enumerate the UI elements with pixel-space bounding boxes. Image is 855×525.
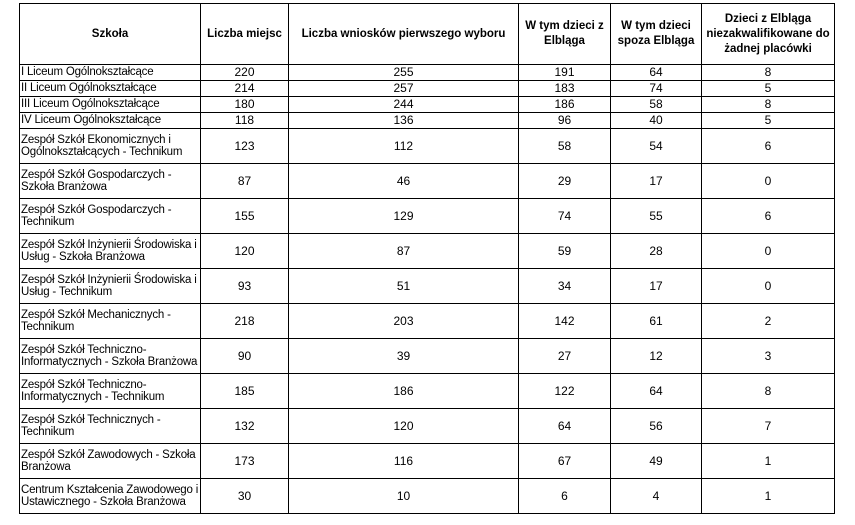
from-elblag-cell: 96 <box>519 113 611 129</box>
applications-cell: 116 <box>289 444 519 479</box>
applications-cell: 244 <box>289 97 519 113</box>
from-elblag-cell: 186 <box>519 97 611 113</box>
from-elblag-cell: 64 <box>519 409 611 444</box>
applications-cell: 51 <box>289 269 519 304</box>
unqualified-cell: 0 <box>702 164 835 199</box>
outside-elblag-cell: 55 <box>611 199 702 234</box>
table-row <box>20 129 835 164</box>
unqualified-cell: 2 <box>702 304 835 339</box>
school-name: IV Liceum Ogólnokształcące <box>20 113 201 129</box>
unqualified-cell: 1 <box>702 479 835 514</box>
applications-cell: 112 <box>289 129 519 164</box>
applications-cell: 120 <box>289 409 519 444</box>
header-children-outside-elblag: W tym dzieci spoza Elbląga <box>611 4 702 65</box>
unqualified-cell: 1 <box>702 444 835 479</box>
unqualified-cell: 6 <box>702 129 835 164</box>
table-row <box>20 234 835 269</box>
places-cell: 218 <box>201 304 289 339</box>
outside-elblag-cell: 17 <box>611 164 702 199</box>
applications-cell: 203 <box>289 304 519 339</box>
from-elblag-cell: 74 <box>519 199 611 234</box>
school-name: Zespół Szkół Zawodowych - Szkoła Branżowa <box>20 444 201 479</box>
places-cell: 93 <box>201 269 289 304</box>
school-name: II Liceum Ogólnokształcące <box>20 81 201 97</box>
applications-cell: 136 <box>289 113 519 129</box>
table-row <box>20 444 835 479</box>
table-row <box>20 339 835 374</box>
unqualified-cell: 7 <box>702 409 835 444</box>
recruitment-table-container <box>19 3 835 514</box>
school-name: Zespół Szkół Mechanicznych - Technikum <box>20 304 201 339</box>
places-cell: 220 <box>201 65 289 81</box>
table-row <box>20 304 835 339</box>
outside-elblag-cell: 40 <box>611 113 702 129</box>
places-cell: 87 <box>201 164 289 199</box>
outside-elblag-cell: 61 <box>611 304 702 339</box>
header-places: Liczba miejsc <box>201 4 289 65</box>
table-row <box>20 65 835 81</box>
places-cell: 90 <box>201 339 289 374</box>
from-elblag-cell: 6 <box>519 479 611 514</box>
outside-elblag-cell: 54 <box>611 129 702 164</box>
outside-elblag-cell: 56 <box>611 409 702 444</box>
applications-cell: 46 <box>289 164 519 199</box>
table-row <box>20 97 835 113</box>
table-row <box>20 269 835 304</box>
school-name: Zespół Szkół Technicznych - Technikum <box>20 409 201 444</box>
outside-elblag-cell: 64 <box>611 65 702 81</box>
places-cell: 214 <box>201 81 289 97</box>
header-children-from-elblag: W tym dzieci z Elbląga <box>519 4 611 65</box>
table-row <box>20 199 835 234</box>
school-name: Zespół Szkół Gospodarczych - Technikum <box>20 199 201 234</box>
table-row <box>20 113 835 129</box>
places-cell: 120 <box>201 234 289 269</box>
places-cell: 173 <box>201 444 289 479</box>
applications-cell: 39 <box>289 339 519 374</box>
unqualified-cell: 5 <box>702 113 835 129</box>
unqualified-cell: 8 <box>702 374 835 409</box>
from-elblag-cell: 122 <box>519 374 611 409</box>
from-elblag-cell: 58 <box>519 129 611 164</box>
unqualified-cell: 5 <box>702 81 835 97</box>
places-cell: 132 <box>201 409 289 444</box>
applications-cell: 257 <box>289 81 519 97</box>
table-row <box>20 479 835 514</box>
school-name: III Liceum Ogólnokształcące <box>20 97 201 113</box>
applications-cell: 255 <box>289 65 519 81</box>
outside-elblag-cell: 12 <box>611 339 702 374</box>
outside-elblag-cell: 49 <box>611 444 702 479</box>
table-row <box>20 409 835 444</box>
header-unqualified-children: Dzieci z Elbląga niezakwalifikowane do żadnej placówki <box>702 4 835 65</box>
places-cell: 180 <box>201 97 289 113</box>
applications-cell: 186 <box>289 374 519 409</box>
outside-elblag-cell: 58 <box>611 97 702 113</box>
from-elblag-cell: 59 <box>519 234 611 269</box>
unqualified-cell: 0 <box>702 234 835 269</box>
from-elblag-cell: 183 <box>519 81 611 97</box>
unqualified-cell: 8 <box>702 65 835 81</box>
unqualified-cell: 3 <box>702 339 835 374</box>
outside-elblag-cell: 64 <box>611 374 702 409</box>
school-name: I Liceum Ogólnokształcące <box>20 65 201 81</box>
from-elblag-cell: 27 <box>519 339 611 374</box>
header-row <box>20 4 835 65</box>
places-cell: 155 <box>201 199 289 234</box>
recruitment-table <box>19 3 835 514</box>
from-elblag-cell: 142 <box>519 304 611 339</box>
school-name: Zespół Szkół Techniczno-Informatycznych - Szkoła Branżowa <box>20 339 201 374</box>
from-elblag-cell: 29 <box>519 164 611 199</box>
school-name: Zespół Szkół Inżynierii Środowiska i Usług - Szkoła Branżowa <box>20 234 201 269</box>
outside-elblag-cell: 28 <box>611 234 702 269</box>
from-elblag-cell: 191 <box>519 65 611 81</box>
header-school: Szkoła <box>20 4 201 65</box>
school-name: Zespół Szkół Techniczno-Informatycznych - Technikum <box>20 374 201 409</box>
places-cell: 118 <box>201 113 289 129</box>
school-name: Centrum Kształcenia Zawodowego i Ustawicznego - Szkoła Branżowa <box>20 479 201 514</box>
applications-cell: 87 <box>289 234 519 269</box>
unqualified-cell: 0 <box>702 269 835 304</box>
from-elblag-cell: 34 <box>519 269 611 304</box>
places-cell: 185 <box>201 374 289 409</box>
places-cell: 123 <box>201 129 289 164</box>
outside-elblag-cell: 4 <box>611 479 702 514</box>
school-name: Zespół Szkół Inżynierii Środowiska i Usług - Technikum <box>20 269 201 304</box>
table-row <box>20 374 835 409</box>
school-name: Zespół Szkół Ekonomicznych i Ogólnokształcących - Technikum <box>20 129 201 164</box>
applications-cell: 129 <box>289 199 519 234</box>
from-elblag-cell: 67 <box>519 444 611 479</box>
school-name: Zespół Szkół Gospodarczych - Szkoła Branżowa <box>20 164 201 199</box>
applications-cell: 10 <box>289 479 519 514</box>
outside-elblag-cell: 17 <box>611 269 702 304</box>
unqualified-cell: 6 <box>702 199 835 234</box>
places-cell: 30 <box>201 479 289 514</box>
unqualified-cell: 8 <box>702 97 835 113</box>
table-row <box>20 164 835 199</box>
outside-elblag-cell: 74 <box>611 81 702 97</box>
header-first-choice-applications: Liczba wniosków pierwszego wyboru <box>289 4 519 65</box>
table-row <box>20 81 835 97</box>
